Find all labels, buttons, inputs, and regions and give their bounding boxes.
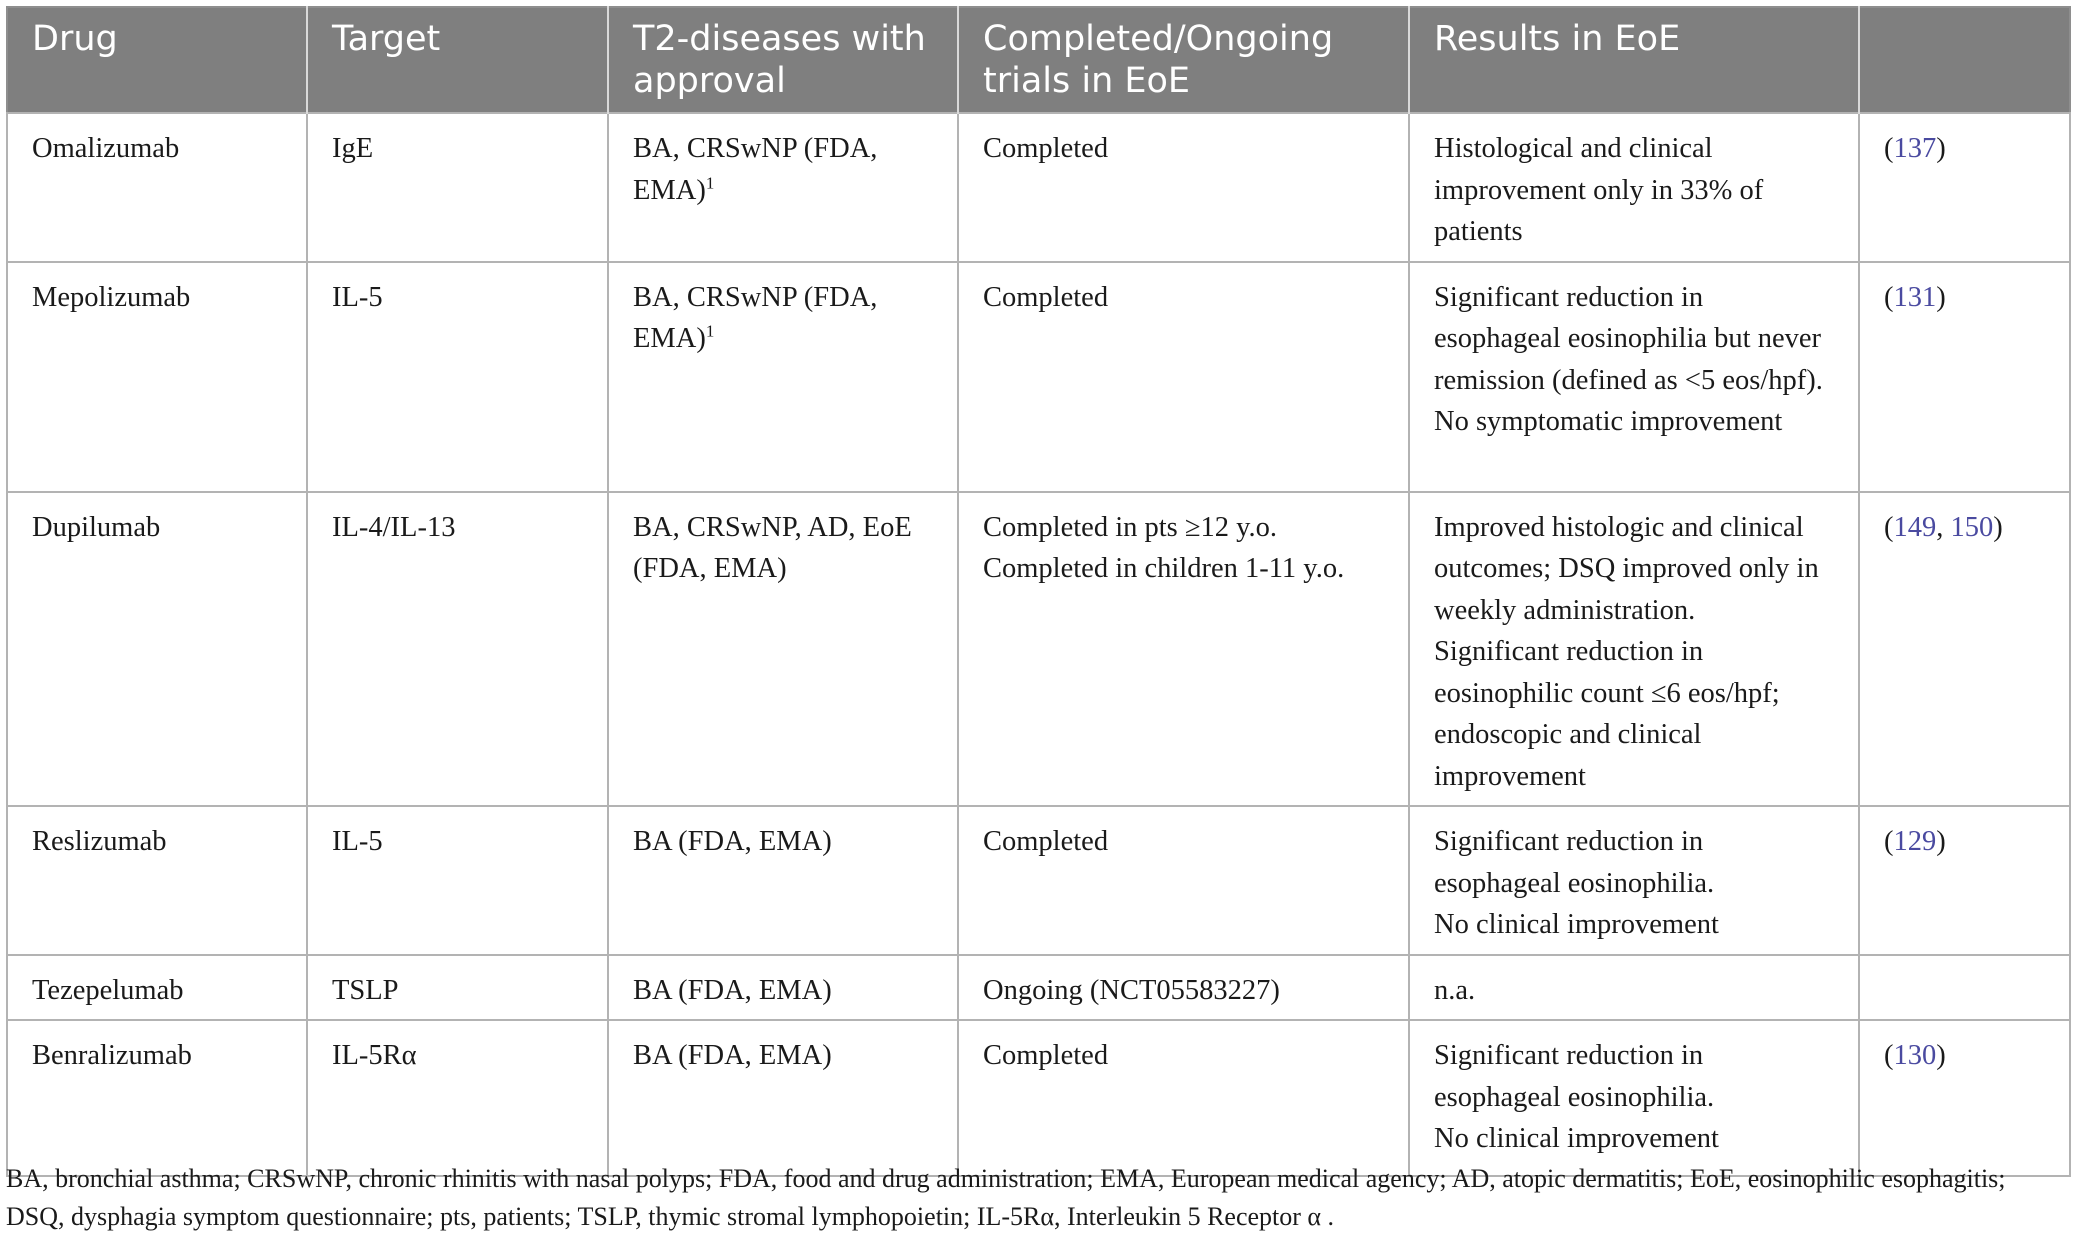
cell-drug: Benralizumab — [7, 1020, 307, 1176]
result-line: No symptomatic improvement — [1434, 406, 1783, 437]
result-line: No clinical improvement — [1434, 1123, 1719, 1154]
reference-link[interactable]: 129 — [1893, 826, 1937, 857]
table-row — [7, 955, 2070, 1021]
header-target: Target — [307, 7, 608, 113]
table-row — [7, 1020, 2070, 1176]
cell-approval — [608, 806, 958, 955]
reference-link[interactable]: 149 — [1893, 511, 1937, 543]
cell-target: IL-5 — [307, 806, 608, 955]
table-footnote: BA, bronchial asthma; CRSwNP, chronic rhinitis with nasal polyps; FDA, food and drug administration; EMA, European medical agency; AD, atopic dermatitis; EoE, eosinophilic esophagitis; DSQ, dysphagia symptom questionnaire; pts, patients; TSLP, thymic stromal lymphopoietin; IL-5Rα, Interleukin 5 Receptor α . — [6, 1164, 2006, 1231]
approval-text: BA, CRSwNP (FDA, EMA) — [633, 133, 878, 206]
reference-link[interactable]: 150 — [1950, 511, 1994, 543]
table-row — [7, 806, 2070, 955]
cell-results — [1409, 806, 1859, 955]
cell-approval — [608, 262, 958, 492]
cell-references: (130) — [1859, 1020, 2070, 1176]
cell-results — [1409, 262, 1859, 492]
result-line: Histological and clinical improvement only in 33% of patients — [1434, 133, 1764, 247]
cell-trials — [958, 113, 1409, 262]
cell-drug: Dupilumab — [7, 492, 307, 807]
cell-trials — [958, 806, 1409, 955]
cell-drug: Tezepelumab — [7, 955, 307, 1021]
reference-link[interactable]: 130 — [1893, 1040, 1937, 1071]
result-line: No clinical improvement — [1434, 909, 1719, 940]
cell-approval — [608, 492, 958, 807]
cell-references — [1859, 955, 2070, 1021]
trial-line: Completed in children 1-11 y.o. — [983, 553, 1345, 584]
cell-trials — [958, 492, 1409, 807]
cell-drug: Mepolizumab — [7, 262, 307, 492]
header-trials: Completed/Ongoing trials in EoE — [958, 7, 1409, 113]
result-line: Significant reduction in esophageal eosinophilia. — [1434, 1040, 1715, 1113]
cell-trials — [958, 955, 1409, 1021]
cell-target: IgE — [307, 113, 608, 262]
table-row — [7, 492, 2070, 807]
cell-results — [1409, 492, 1859, 807]
cell-approval — [608, 955, 958, 1021]
approval-text: BA, CRSwNP (FDA, EMA) — [633, 281, 878, 354]
result-line: Significant reduction in esophageal eosinophilia but never remission (defined as <5 eos/hpf). — [1434, 281, 1823, 396]
trial-line: Completed — [983, 133, 1109, 164]
header-approval: T2-diseases with approval — [608, 7, 958, 113]
table-body — [7, 113, 2070, 1176]
cell-references: (149, 150) — [1859, 492, 2070, 807]
trial-line: Completed in pts ≥12 y.o. — [983, 511, 1278, 543]
header-results: Results in EoE — [1409, 7, 1859, 113]
cell-results — [1409, 113, 1859, 262]
cell-drug: Omalizumab — [7, 113, 307, 262]
cell-target: TSLP — [307, 955, 608, 1021]
result-line: Improved histologic and clinical outcomes; DSQ improved only in weekly administration. — [1434, 511, 1819, 626]
cell-drug: Reslizumab — [7, 806, 307, 955]
approval-footnote-marker: 1 — [705, 321, 715, 341]
biologics-table — [6, 6, 2071, 1177]
cell-target: IL-4/IL-13 — [307, 492, 608, 807]
drug-table-container — [6, 6, 2069, 1177]
approval-text: BA (FDA, EMA) — [633, 1040, 832, 1071]
cell-target: IL-5Rα — [307, 1020, 608, 1176]
cell-references: (137) — [1859, 113, 2070, 262]
approval-text: BA, CRSwNP, AD, EoE (FDA, EMA) — [633, 511, 912, 584]
table-row — [7, 262, 2070, 492]
trial-line: Completed — [983, 1040, 1109, 1071]
table-header-row — [7, 7, 2070, 113]
reference-link[interactable]: 137 — [1893, 133, 1937, 164]
trial-line: Completed — [983, 826, 1109, 857]
cell-trials — [958, 262, 1409, 492]
cell-results — [1409, 1020, 1859, 1176]
trial-line: Completed — [983, 281, 1109, 313]
result-line: Significant reduction in esophageal eosinophilia. — [1434, 826, 1715, 899]
approval-footnote-marker: 1 — [705, 173, 715, 192]
cell-approval — [608, 1020, 958, 1176]
cell-references: (131) — [1859, 262, 2070, 492]
approval-text: BA (FDA, EMA) — [633, 826, 832, 857]
reference-link[interactable]: 131 — [1893, 281, 1937, 313]
trial-line: Ongoing (NCT05583227) — [983, 974, 1280, 1006]
header-drug: Drug — [7, 7, 307, 113]
header-references — [1859, 7, 2070, 113]
cell-target: IL-5 — [307, 262, 608, 492]
result-line: n.a. — [1434, 974, 1476, 1006]
cell-results — [1409, 955, 1859, 1021]
cell-trials — [958, 1020, 1409, 1176]
approval-text: BA (FDA, EMA) — [633, 974, 832, 1006]
table-row — [7, 113, 2070, 262]
result-line: Significant reduction in eosinophilic count ≤6 eos/hpf; endoscopic and clinical improvement — [1434, 636, 1780, 792]
cell-approval — [608, 113, 958, 262]
cell-references: (129) — [1859, 806, 2070, 955]
